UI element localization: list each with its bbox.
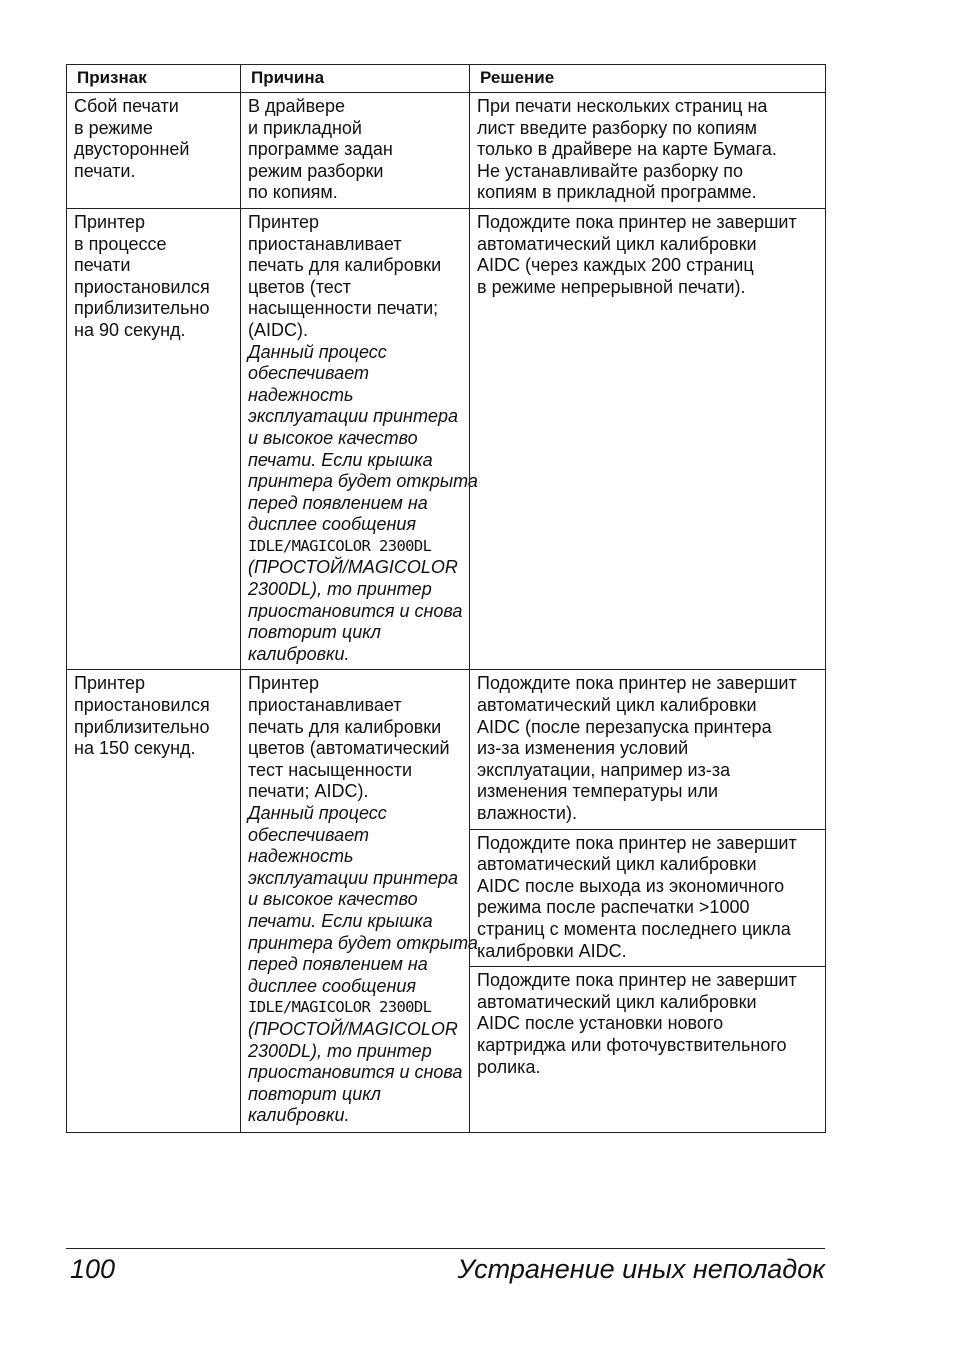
text-line: цветов (автоматический bbox=[248, 738, 450, 759]
page-number: 100 bbox=[70, 1254, 116, 1284]
cause-cell bbox=[241, 93, 470, 209]
text-line: печать для калибровки bbox=[248, 716, 442, 737]
footer-divider bbox=[66, 1248, 825, 1249]
note-line: 2300DL), то принтер bbox=[248, 1040, 432, 1061]
note-line: печати. Если крышка bbox=[248, 910, 433, 931]
text-line: Подождите пока принтер не завершит bbox=[477, 211, 797, 232]
text-line: в режиме непрерывной печати). bbox=[477, 276, 746, 297]
text-line: влажности). bbox=[477, 803, 577, 823]
note-line: принтера будет открыта bbox=[248, 932, 478, 953]
text-line: приостанавливает bbox=[248, 695, 402, 716]
note-line: обеспечивает bbox=[248, 363, 369, 384]
solution-cell bbox=[470, 208, 826, 669]
text-line: Сбой печати bbox=[74, 96, 179, 116]
note-line: эксплуатации принтера bbox=[248, 406, 458, 427]
text-line: AIDC после выхода из экономичного bbox=[477, 875, 785, 896]
text-line: калибровки AIDC. bbox=[477, 940, 627, 961]
text-line: насыщенности печати; bbox=[248, 298, 439, 319]
header-symptom: Признак bbox=[67, 65, 241, 93]
text-line: программе задан bbox=[248, 139, 393, 160]
note-line: калибровки. bbox=[248, 1105, 350, 1126]
text-line: Подождите пока принтер не завершит bbox=[477, 970, 797, 991]
text-line: в режиме bbox=[74, 117, 153, 138]
text-line: автоматический цикл калибровки bbox=[477, 854, 757, 875]
text-line: AIDC после установки нового bbox=[477, 1013, 724, 1034]
text-line: в процессе bbox=[74, 233, 167, 254]
table-row bbox=[67, 93, 826, 209]
note-line: перед появлением на bbox=[248, 492, 428, 513]
symptom-cell bbox=[67, 93, 241, 209]
text-line: режима после распечатки >1000 bbox=[477, 897, 750, 918]
text-line: приблизительно bbox=[74, 298, 210, 319]
text-line: Подождите пока принтер не завершит bbox=[477, 673, 797, 694]
text-line: приостановился bbox=[74, 695, 210, 716]
text-line: В драйвере bbox=[248, 96, 345, 116]
text-line: приостановился bbox=[74, 276, 210, 297]
note-line: повторит цикл bbox=[248, 1083, 381, 1104]
text-line: лист введите разборку по копиям bbox=[477, 117, 758, 138]
note-line: принтера будет открыта bbox=[248, 471, 478, 492]
header-solution: Решение bbox=[470, 65, 826, 93]
text-line: Принтер bbox=[74, 673, 146, 694]
table-header-row bbox=[67, 65, 826, 93]
note-line: повторит цикл bbox=[248, 622, 381, 643]
note-line: (ПРОСТОЙ/MAGICOLOR bbox=[248, 557, 458, 578]
text-line: двусторонней bbox=[74, 139, 190, 160]
text-line: приостанавливает bbox=[248, 233, 402, 254]
text-line: страниц с момента последнего цикла bbox=[477, 918, 791, 939]
text-line: печати bbox=[74, 255, 131, 276]
text-line: AIDC (после перезапуска принтера bbox=[477, 716, 772, 737]
text-line: только в драйвере на карте Бумага. bbox=[477, 139, 777, 160]
text-line: режим разборки bbox=[248, 160, 384, 181]
solution-cell bbox=[470, 670, 826, 829]
note-line: дисплее сообщения bbox=[248, 975, 417, 996]
text-line: по копиям. bbox=[248, 182, 338, 203]
text-line: Подождите пока принтер не завершит bbox=[477, 832, 797, 853]
cause-cell bbox=[241, 670, 478, 1133]
solution-cell bbox=[470, 967, 826, 1133]
note-line: приостановится и снова bbox=[248, 1062, 463, 1083]
text-line: печати; AIDC). bbox=[248, 781, 369, 802]
note-line: надежность bbox=[248, 846, 354, 867]
text-line: на 90 секунд. bbox=[74, 319, 186, 340]
text-line: копиям в прикладной программе. bbox=[477, 182, 757, 203]
text-line: ролика. bbox=[477, 1056, 541, 1077]
note-line: приостановится и снова bbox=[248, 600, 463, 621]
section-title: Устранение иных неполадок bbox=[457, 1254, 825, 1284]
note-line: 2300DL), то принтер bbox=[248, 579, 432, 600]
text-line: AIDC (через каждых 200 страниц bbox=[477, 255, 754, 276]
display-message: IDLE/MAGICOLOR 2300DL bbox=[248, 998, 432, 1017]
text-line: изменения температуры или bbox=[477, 781, 719, 802]
troubleshooting-table bbox=[66, 64, 826, 1133]
text-line: Не устанавливайте разборку по bbox=[477, 160, 744, 181]
text-line: Принтер bbox=[248, 211, 320, 232]
note-line: и высокое качество bbox=[248, 427, 418, 448]
text-line: на 150 секунд. bbox=[74, 738, 196, 759]
text-line: тест насыщенности bbox=[248, 759, 412, 780]
solution-cell bbox=[470, 93, 826, 209]
note-line: обеспечивает bbox=[248, 824, 369, 845]
text-line: печати. bbox=[74, 160, 136, 181]
text-line: из-за изменения условий bbox=[477, 738, 689, 759]
text-line: печать для калибровки bbox=[248, 255, 442, 276]
table-row bbox=[67, 208, 826, 669]
note-line: перед появлением на bbox=[248, 954, 428, 975]
note-line: Данный процесс bbox=[248, 341, 387, 362]
text-line: цветов (тест bbox=[248, 276, 351, 297]
text-line: Принтер bbox=[74, 211, 146, 232]
text-line: автоматический цикл калибровки bbox=[477, 991, 757, 1012]
note-line: надежность bbox=[248, 384, 354, 405]
note-line: Данный процесс bbox=[248, 803, 387, 823]
text-line: (AIDC). bbox=[248, 319, 308, 340]
solution-cell bbox=[470, 829, 826, 967]
text-line: приблизительно bbox=[74, 716, 210, 737]
note-line: (ПРОСТОЙ/MAGICOLOR bbox=[248, 1018, 458, 1039]
note-line: и высокое качество bbox=[248, 889, 418, 910]
header-cause: Причина bbox=[241, 65, 470, 93]
note-line: калибровки. bbox=[248, 643, 350, 664]
text-line: эксплуатации, например из-за bbox=[477, 759, 731, 780]
display-message: IDLE/MAGICOLOR 2300DL bbox=[248, 536, 432, 555]
note-line: дисплее сообщения bbox=[248, 514, 417, 535]
text-line: Принтер bbox=[248, 673, 320, 694]
note-line: печати. Если крышка bbox=[248, 449, 433, 470]
text-line: автоматический цикл калибровки bbox=[477, 233, 757, 254]
text-line: и прикладной bbox=[248, 117, 362, 138]
text-line: автоматический цикл калибровки bbox=[477, 695, 757, 716]
symptom-cell bbox=[67, 208, 241, 669]
text-line: картриджа или фоточувствительного bbox=[477, 1034, 787, 1055]
cause-cell bbox=[241, 208, 478, 669]
text-line: При печати нескольких страниц на bbox=[477, 96, 768, 116]
symptom-cell bbox=[67, 670, 241, 1133]
table-row bbox=[67, 670, 826, 829]
note-line: эксплуатации принтера bbox=[248, 867, 458, 888]
